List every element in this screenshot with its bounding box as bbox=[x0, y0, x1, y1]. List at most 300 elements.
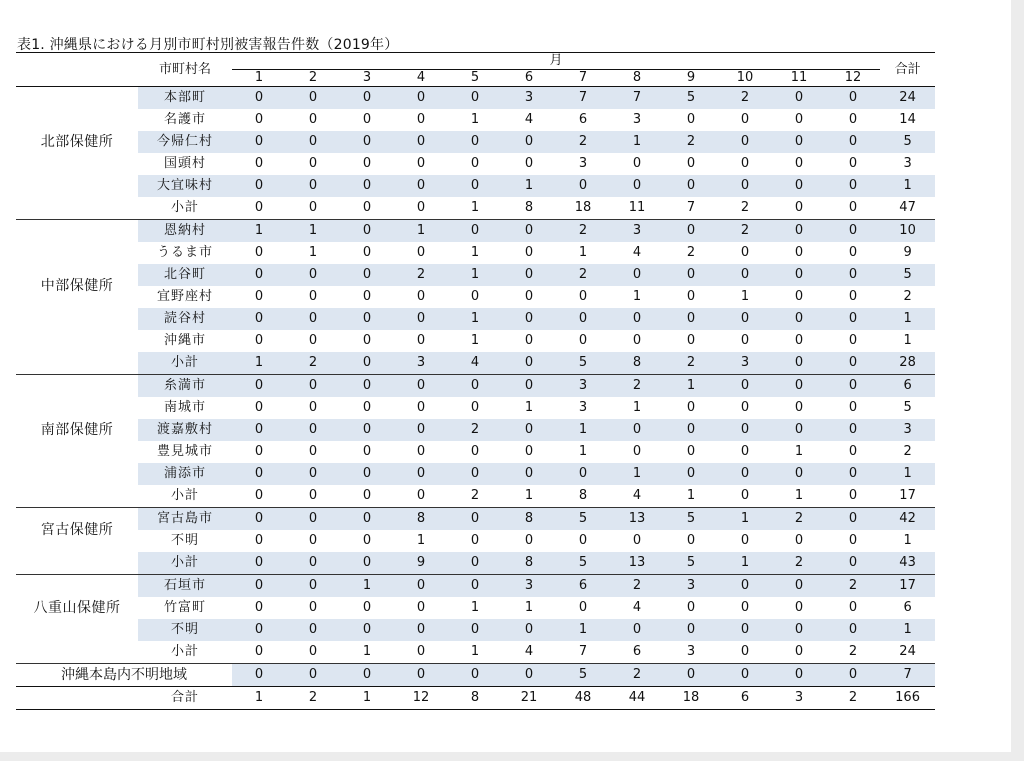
table-row bbox=[16, 441, 935, 463]
month-value: 1 bbox=[740, 289, 750, 304]
month-value: 0 bbox=[308, 200, 318, 215]
month-value: 0 bbox=[826, 508, 880, 531]
month-value: 5 bbox=[664, 87, 718, 110]
month-value: 8 bbox=[502, 552, 556, 575]
month-value: 1 bbox=[286, 220, 340, 243]
month-value: 4 bbox=[632, 600, 642, 615]
row-total: 5 bbox=[880, 131, 935, 153]
month-value: 1 bbox=[470, 200, 480, 215]
month-value: 1 bbox=[524, 600, 534, 615]
month-value: 0 bbox=[524, 444, 534, 459]
row-total: 2 bbox=[903, 289, 912, 304]
month-value: 0 bbox=[772, 575, 826, 598]
month-value: 1 bbox=[470, 333, 480, 348]
month-value: 0 bbox=[772, 375, 826, 398]
month-value: 0 bbox=[686, 333, 696, 348]
month-value: 0 bbox=[448, 375, 502, 398]
month-value: 0 bbox=[362, 156, 372, 171]
municipality-name: 石垣市 bbox=[138, 575, 232, 598]
row-total: 9 bbox=[903, 245, 912, 260]
month-header-10: 10 bbox=[718, 70, 772, 87]
month-value: 2 bbox=[772, 508, 826, 531]
month-value: 0 bbox=[718, 619, 772, 641]
month-value: 13 bbox=[610, 508, 664, 531]
month-value: 0 bbox=[772, 664, 826, 687]
month-value: 0 bbox=[610, 308, 664, 330]
municipality-name: 大宜味村 bbox=[138, 175, 232, 197]
month-value: 0 bbox=[286, 175, 340, 197]
month-value: 0 bbox=[286, 131, 340, 153]
month-value: 0 bbox=[772, 352, 826, 375]
municipality-name: 浦添市 bbox=[138, 463, 232, 485]
month-value: 0 bbox=[502, 375, 556, 398]
month-value: 0 bbox=[524, 533, 534, 548]
month-value: 0 bbox=[556, 463, 610, 485]
month-value: 0 bbox=[308, 444, 318, 459]
month-value: 0 bbox=[524, 156, 534, 171]
month-value: 8 bbox=[524, 200, 534, 215]
municipality-name: 国頭村 bbox=[163, 156, 206, 171]
month-value: 0 bbox=[254, 600, 264, 615]
month-value: 1 bbox=[610, 463, 664, 485]
month-value: 0 bbox=[794, 200, 804, 215]
municipality-name: 小計 bbox=[170, 488, 199, 503]
month-value: 0 bbox=[308, 533, 318, 548]
table-row bbox=[16, 220, 935, 243]
month-value: 0 bbox=[340, 352, 394, 375]
municipality-name: 恩納村 bbox=[138, 220, 232, 243]
month-value: 3 bbox=[502, 87, 556, 110]
month-value: 0 bbox=[502, 308, 556, 330]
month-value: 0 bbox=[610, 419, 664, 441]
row-total: 14 bbox=[899, 112, 916, 127]
month-header-2: 2 bbox=[286, 70, 340, 87]
grand-total-label: 合計 bbox=[138, 687, 232, 710]
table-row bbox=[16, 619, 935, 641]
month-value: 0 bbox=[718, 308, 772, 330]
month-value: 0 bbox=[772, 264, 826, 286]
table-row bbox=[16, 552, 935, 575]
month-value: 0 bbox=[502, 220, 556, 243]
month-value: 0 bbox=[232, 463, 286, 485]
month-value: 6 bbox=[718, 687, 772, 710]
month-value: 8 bbox=[448, 687, 502, 710]
month-value: 3 bbox=[556, 375, 610, 398]
table-row bbox=[16, 375, 935, 398]
damage-report-table bbox=[16, 52, 935, 710]
month-value: 8 bbox=[610, 352, 664, 375]
month-value: 0 bbox=[232, 419, 286, 441]
table-row bbox=[16, 641, 935, 664]
month-value: 7 bbox=[578, 644, 588, 659]
month-value: 4 bbox=[448, 352, 502, 375]
month-value: 1 bbox=[362, 644, 372, 659]
month-value: 0 bbox=[848, 533, 858, 548]
month-value: 0 bbox=[340, 175, 394, 197]
row-total: 1 bbox=[880, 308, 935, 330]
month-value: 0 bbox=[286, 419, 340, 441]
month-value: 0 bbox=[394, 463, 448, 485]
row-total: 24 bbox=[880, 87, 935, 110]
month-value: 0 bbox=[740, 444, 750, 459]
month-value: 0 bbox=[308, 600, 318, 615]
month-value: 0 bbox=[848, 600, 858, 615]
month-value: 0 bbox=[848, 289, 858, 304]
group-name: 宮古保健所 bbox=[16, 508, 138, 553]
month-value: 0 bbox=[254, 245, 264, 260]
month-value: 0 bbox=[772, 619, 826, 641]
row-total: 1 bbox=[903, 533, 912, 548]
month-value: 1 bbox=[524, 488, 534, 503]
month-value: 6 bbox=[632, 644, 642, 659]
month-value: 0 bbox=[232, 175, 286, 197]
month-value: 0 bbox=[232, 308, 286, 330]
month-value: 0 bbox=[340, 131, 394, 153]
month-value: 0 bbox=[826, 175, 880, 197]
month-value: 0 bbox=[416, 289, 426, 304]
month-value: 0 bbox=[362, 600, 372, 615]
month-value: 0 bbox=[362, 289, 372, 304]
month-value: 0 bbox=[394, 419, 448, 441]
table-row bbox=[16, 153, 935, 175]
month-value: 0 bbox=[286, 375, 340, 398]
month-value: 0 bbox=[718, 131, 772, 153]
row-total: 24 bbox=[899, 644, 916, 659]
month-value: 0 bbox=[340, 220, 394, 243]
month-value: 2 bbox=[740, 200, 750, 215]
month-value: 0 bbox=[254, 533, 264, 548]
month-value: 1 bbox=[470, 600, 480, 615]
month-value: 0 bbox=[686, 156, 696, 171]
municipality-name: 小計 bbox=[170, 644, 199, 659]
month-value: 1 bbox=[718, 508, 772, 531]
table-row bbox=[16, 485, 935, 508]
month-value: 0 bbox=[794, 644, 804, 659]
month-value: 3 bbox=[578, 400, 588, 415]
month-value: 0 bbox=[794, 289, 804, 304]
table-row bbox=[16, 352, 935, 375]
month-value: 0 bbox=[826, 220, 880, 243]
month-value: 1 bbox=[232, 352, 286, 375]
month-value: 0 bbox=[826, 419, 880, 441]
month-value: 0 bbox=[772, 463, 826, 485]
month-value: 0 bbox=[718, 419, 772, 441]
month-header-7: 7 bbox=[556, 70, 610, 87]
row-total: 7 bbox=[880, 664, 935, 687]
month-value: 0 bbox=[664, 419, 718, 441]
month-value: 0 bbox=[448, 664, 502, 687]
month-value: 0 bbox=[718, 375, 772, 398]
month-value: 8 bbox=[502, 508, 556, 531]
month-value: 1 bbox=[664, 375, 718, 398]
month-value: 6 bbox=[556, 575, 610, 598]
month-value: 0 bbox=[362, 112, 372, 127]
month-value: 0 bbox=[794, 400, 804, 415]
total-header: 合計 bbox=[880, 53, 935, 87]
month-value: 3 bbox=[686, 644, 696, 659]
month-value: 0 bbox=[826, 131, 880, 153]
month-value: 0 bbox=[632, 444, 642, 459]
month-value: 2 bbox=[556, 264, 610, 286]
month-value: 5 bbox=[556, 508, 610, 531]
month-value: 0 bbox=[740, 333, 750, 348]
municipality-name: 南城市 bbox=[163, 400, 206, 415]
table-row bbox=[16, 109, 935, 131]
month-value: 0 bbox=[232, 264, 286, 286]
month-value: 4 bbox=[524, 644, 534, 659]
table-row bbox=[16, 87, 935, 110]
month-value: 0 bbox=[232, 619, 286, 641]
month-value: 0 bbox=[340, 508, 394, 531]
group-name: 八重山保健所 bbox=[16, 575, 138, 642]
month-value: 7 bbox=[686, 200, 696, 215]
month-value: 0 bbox=[610, 175, 664, 197]
month-value: 2 bbox=[610, 575, 664, 598]
month-value: 1 bbox=[340, 575, 394, 598]
month-value: 0 bbox=[416, 245, 426, 260]
month-value: 0 bbox=[448, 619, 502, 641]
municipality-name: 北谷町 bbox=[138, 264, 232, 286]
month-value: 0 bbox=[686, 444, 696, 459]
month-value: 0 bbox=[632, 533, 642, 548]
month-value: 0 bbox=[362, 245, 372, 260]
month-value: 0 bbox=[502, 463, 556, 485]
month-value: 0 bbox=[718, 575, 772, 598]
header-row-1 bbox=[16, 53, 935, 70]
month-value: 0 bbox=[794, 245, 804, 260]
month-value: 0 bbox=[524, 245, 534, 260]
month-value: 8 bbox=[578, 488, 588, 503]
month-value: 0 bbox=[394, 619, 448, 641]
month-value: 2 bbox=[394, 264, 448, 286]
month-value: 0 bbox=[718, 664, 772, 687]
month-value: 48 bbox=[556, 687, 610, 710]
month-value: 0 bbox=[578, 600, 588, 615]
month-value: 2 bbox=[718, 87, 772, 110]
month-value: 0 bbox=[578, 533, 588, 548]
month-value: 1 bbox=[470, 245, 480, 260]
month-value: 0 bbox=[286, 619, 340, 641]
month-value: 0 bbox=[286, 552, 340, 575]
municipality-name: 名護市 bbox=[163, 112, 206, 127]
month-value: 0 bbox=[232, 552, 286, 575]
row-total: 47 bbox=[899, 200, 916, 215]
month-value: 0 bbox=[772, 419, 826, 441]
month-value: 0 bbox=[794, 333, 804, 348]
month-value: 0 bbox=[556, 175, 610, 197]
month-value: 0 bbox=[394, 308, 448, 330]
month-value: 1 bbox=[340, 687, 394, 710]
month-value: 0 bbox=[340, 552, 394, 575]
month-header-3: 3 bbox=[340, 70, 394, 87]
month-value: 0 bbox=[794, 533, 804, 548]
municipality-name: うるま市 bbox=[156, 245, 213, 260]
row-total: 17 bbox=[880, 575, 935, 598]
month-value: 0 bbox=[740, 156, 750, 171]
month-value: 0 bbox=[740, 533, 750, 548]
month-value: 0 bbox=[524, 289, 534, 304]
municipality-name: 小計 bbox=[170, 200, 199, 215]
month-value: 0 bbox=[664, 175, 718, 197]
month-value: 2 bbox=[610, 375, 664, 398]
month-value: 0 bbox=[232, 664, 286, 687]
month-value: 4 bbox=[632, 245, 642, 260]
table-title: 表1. 沖縄県における月別市町村別被害報告件数（2019年） bbox=[17, 37, 399, 53]
month-value: 2 bbox=[286, 687, 340, 710]
month-value: 0 bbox=[232, 87, 286, 110]
month-value: 0 bbox=[718, 264, 772, 286]
month-value: 0 bbox=[362, 488, 372, 503]
month-value: 2 bbox=[610, 664, 664, 687]
month-value: 0 bbox=[664, 264, 718, 286]
month-value: 1 bbox=[308, 245, 318, 260]
month-value: 3 bbox=[718, 352, 772, 375]
month-value: 0 bbox=[394, 175, 448, 197]
month-value: 1 bbox=[470, 644, 480, 659]
month-value: 0 bbox=[448, 131, 502, 153]
month-value: 1 bbox=[502, 175, 556, 197]
month-value: 1 bbox=[470, 112, 480, 127]
month-value: 0 bbox=[826, 619, 880, 641]
month-value: 18 bbox=[664, 687, 718, 710]
month-value: 0 bbox=[772, 87, 826, 110]
month-value: 0 bbox=[448, 552, 502, 575]
month-header-12: 12 bbox=[826, 70, 880, 87]
table-row bbox=[16, 286, 935, 308]
table-row bbox=[16, 508, 935, 531]
month-value: 2 bbox=[686, 245, 696, 260]
month-value: 2 bbox=[772, 552, 826, 575]
month-value: 0 bbox=[664, 220, 718, 243]
month-value: 0 bbox=[340, 264, 394, 286]
table-row bbox=[16, 131, 935, 153]
table-row bbox=[16, 397, 935, 419]
month-value: 5 bbox=[556, 664, 610, 687]
month-header-9: 9 bbox=[664, 70, 718, 87]
month-value: 0 bbox=[718, 175, 772, 197]
month-value: 0 bbox=[416, 112, 426, 127]
month-value: 2 bbox=[448, 419, 502, 441]
row-total: 17 bbox=[899, 488, 916, 503]
month-value: 0 bbox=[848, 200, 858, 215]
municipality-name: 宜野座村 bbox=[156, 289, 213, 304]
month-value: 5 bbox=[664, 552, 718, 575]
month-value: 4 bbox=[632, 488, 642, 503]
month-value: 13 bbox=[610, 552, 664, 575]
month-value: 0 bbox=[848, 333, 858, 348]
month-value: 0 bbox=[826, 264, 880, 286]
row-total: 1 bbox=[880, 619, 935, 641]
month-value: 1 bbox=[448, 264, 502, 286]
month-header-11: 11 bbox=[772, 70, 826, 87]
month-value: 2 bbox=[556, 131, 610, 153]
month-value: 1 bbox=[232, 220, 286, 243]
month-value: 1 bbox=[578, 444, 588, 459]
month-value: 0 bbox=[254, 488, 264, 503]
municipality-name: 渡嘉敷村 bbox=[138, 419, 232, 441]
month-value: 1 bbox=[610, 131, 664, 153]
month-value: 0 bbox=[308, 112, 318, 127]
month-value: 1 bbox=[718, 552, 772, 575]
month-value: 0 bbox=[340, 463, 394, 485]
month-value: 0 bbox=[232, 508, 286, 531]
row-total: 1 bbox=[903, 333, 912, 348]
month-value: 5 bbox=[556, 352, 610, 375]
month-value: 0 bbox=[502, 664, 556, 687]
month-value: 0 bbox=[232, 131, 286, 153]
month-value: 2 bbox=[826, 575, 880, 598]
month-value: 0 bbox=[718, 463, 772, 485]
month-value: 0 bbox=[826, 463, 880, 485]
month-value: 0 bbox=[448, 175, 502, 197]
month-value: 0 bbox=[848, 156, 858, 171]
month-value: 0 bbox=[254, 444, 264, 459]
month-value: 6 bbox=[578, 112, 588, 127]
municipality-name: 豊見城市 bbox=[156, 444, 213, 459]
month-value: 3 bbox=[632, 112, 642, 127]
month-value: 44 bbox=[610, 687, 664, 710]
month-value: 0 bbox=[416, 488, 426, 503]
month-value: 0 bbox=[416, 600, 426, 615]
month-value: 1 bbox=[556, 619, 610, 641]
group-name: 中部保健所 bbox=[16, 220, 138, 353]
municipality-name: 不明 bbox=[170, 533, 199, 548]
month-value: 1 bbox=[686, 488, 696, 503]
table-row bbox=[16, 463, 935, 485]
month-value: 0 bbox=[686, 600, 696, 615]
municipality-name: 竹富町 bbox=[163, 600, 206, 615]
municipality-name: 小計 bbox=[138, 352, 232, 375]
municipality-name: 宮古島市 bbox=[138, 508, 232, 531]
unknown-region-row bbox=[16, 664, 935, 687]
month-value: 0 bbox=[448, 463, 502, 485]
month-value: 0 bbox=[664, 664, 718, 687]
month-value: 0 bbox=[362, 533, 372, 548]
month-value: 0 bbox=[470, 156, 480, 171]
municipality-name: 本部町 bbox=[138, 87, 232, 110]
month-value: 0 bbox=[416, 444, 426, 459]
month-header-1: 1 bbox=[232, 70, 286, 87]
month-value: 0 bbox=[448, 87, 502, 110]
month-value: 0 bbox=[794, 112, 804, 127]
month-value: 0 bbox=[416, 644, 426, 659]
month-value: 0 bbox=[664, 308, 718, 330]
month-value: 0 bbox=[416, 400, 426, 415]
month-value: 0 bbox=[394, 131, 448, 153]
month-value: 0 bbox=[286, 508, 340, 531]
month-value: 0 bbox=[826, 87, 880, 110]
table-row bbox=[16, 530, 935, 552]
municipality-name: 沖縄市 bbox=[163, 333, 206, 348]
month-value: 0 bbox=[286, 264, 340, 286]
month-value: 3 bbox=[610, 220, 664, 243]
month-value: 0 bbox=[610, 619, 664, 641]
table-row bbox=[16, 242, 935, 264]
month-value: 0 bbox=[578, 333, 588, 348]
month-value: 1 bbox=[794, 488, 804, 503]
month-value: 0 bbox=[254, 400, 264, 415]
month-value: 0 bbox=[772, 220, 826, 243]
row-total: 3 bbox=[880, 419, 935, 441]
month-value: 0 bbox=[502, 131, 556, 153]
month-value: 2 bbox=[470, 488, 480, 503]
month-value: 0 bbox=[308, 289, 318, 304]
month-value: 0 bbox=[556, 308, 610, 330]
month-value: 5 bbox=[664, 508, 718, 531]
month-value: 3 bbox=[772, 687, 826, 710]
month-value: 0 bbox=[664, 619, 718, 641]
month-header-8: 8 bbox=[610, 70, 664, 87]
